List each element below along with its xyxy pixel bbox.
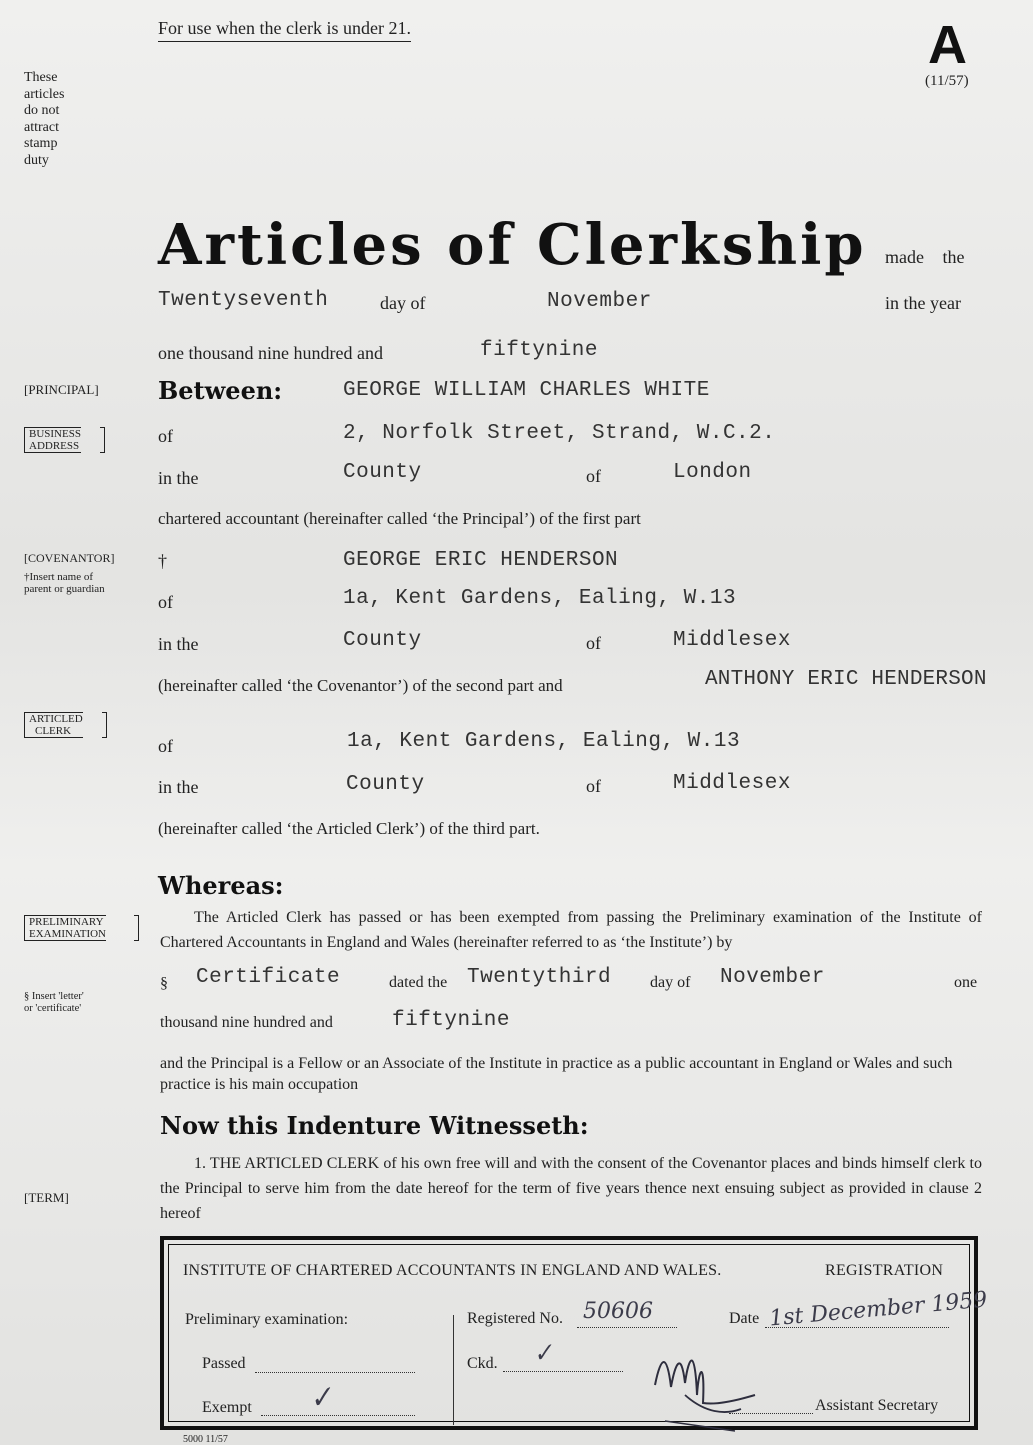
preliminary-exam-label: Preliminary examination: xyxy=(185,1311,349,1328)
whereas-paragraph: The Articled Clerk has passed or has been exempted from passing the Preliminary examination of the Institute of Chartered Accountants in England and Wales (hereinafter referred to as ‘the Institute’) by xyxy=(160,909,982,951)
principal-county-name: London xyxy=(673,461,752,484)
covenantor-of-label: of xyxy=(158,592,173,612)
article-year: fiftynine xyxy=(480,339,598,362)
ckd-label: Ckd. xyxy=(467,1355,498,1372)
article-day: Twentyseventh xyxy=(158,289,329,312)
article-month: November xyxy=(547,290,652,313)
day-of-label: day of xyxy=(380,293,426,313)
document-title: Articles of Clerkship xyxy=(158,212,867,278)
covenantor-role-text: (hereinafter called ‘the Covenantor’) of the second part and xyxy=(158,676,563,695)
clerk-county-name: Middlesex xyxy=(673,772,791,795)
principal-margin-label: [PRINCIPAL] xyxy=(24,382,99,397)
term-margin-label: [TERM] xyxy=(24,1190,69,1205)
box-divider xyxy=(453,1315,454,1425)
year-prefix: one thousand nine hundred and xyxy=(158,343,383,363)
passed-label: Passed xyxy=(202,1355,246,1372)
registration-heading: REGISTRATION xyxy=(825,1262,944,1279)
clerk-county-of-label: of xyxy=(586,776,601,796)
covenantor-in-the-label: in the xyxy=(158,634,199,654)
clerk-in-the-label: in the xyxy=(158,777,199,797)
witnesseth-heading: Now this Indenture Witnesseth: xyxy=(160,1111,589,1140)
print-code: 5000 11/57 xyxy=(183,1434,228,1445)
principal-name: GEORGE WILLIAM CHARLES WHITE xyxy=(343,379,710,402)
principal-fellow-paragraph: and the Principal is a Fellow or an Associate of the Institute in practice as a public accountant in England or Wales and such practice is his main occupation xyxy=(160,1055,953,1093)
exam-dated-month: November xyxy=(720,966,825,989)
principal-address: 2, Norfolk Street, Strand, W.C.2. xyxy=(343,422,776,445)
covenantor-address: 1a, Kent Gardens, Ealing, W.13 xyxy=(343,587,737,610)
clerk-of-label: of xyxy=(158,736,173,756)
ckd-line xyxy=(503,1371,623,1372)
articled-clerk-margin-label: ARTICLED CLERK xyxy=(24,712,83,738)
exam-year-prefix: thousand nine hundred and xyxy=(160,1014,333,1031)
form-letter: A xyxy=(928,15,967,75)
exempt-line xyxy=(261,1415,415,1416)
dated-the-label: dated the xyxy=(389,974,448,991)
principal-in-the-label: in the xyxy=(158,468,199,488)
stamp-duty-note: These articles do not attract stamp duty xyxy=(24,70,65,168)
insert-name-note: †Insert name of parent or guardian xyxy=(24,571,105,595)
registered-no-value: 50606 xyxy=(583,1299,653,1324)
principal-of-label: of xyxy=(158,426,173,446)
clerk-county-type: County xyxy=(346,773,425,796)
registration-date-value: 1st December 1959 xyxy=(768,1287,989,1332)
clerk-address: 1a, Kent Gardens, Ealing, W.13 xyxy=(347,730,741,753)
margin-bracket xyxy=(102,712,107,738)
institute-heading: INSTITUTE OF CHARTERED ACCOUNTANTS IN ENGLAND AND WALES. xyxy=(183,1262,722,1279)
registration-box xyxy=(160,1236,989,1430)
covenantor-county-name: Middlesex xyxy=(673,629,791,652)
principal-county-type: County xyxy=(343,461,422,484)
insert-letter-note: § Insert 'letter' or 'certificate' xyxy=(24,991,84,1014)
form-code: (11/57) xyxy=(925,73,969,89)
assistant-secretary-signature xyxy=(645,1325,765,1435)
preliminary-margin-label: PRELIMINARY EXAMINATION xyxy=(24,915,106,941)
date-label: Date xyxy=(729,1310,760,1327)
covenantor-county-of-label: of xyxy=(586,633,601,653)
business-address-margin-label: BUSINESS ADDRESS xyxy=(24,427,81,453)
registered-no-label: Registered No. xyxy=(467,1310,563,1327)
clause-one: 1. THE ARTICLED CLERK of his own free will and with the consent of the Covenantor places and binds himself clerk to the Principal to serve him from the date hereof for the term of five years thence next ensuing subject as provided in clause 2 hereof xyxy=(160,1155,982,1222)
exam-dated-year: fiftynine xyxy=(392,1009,510,1032)
exam-by-value: Certificate xyxy=(196,966,341,989)
assistant-secretary-line xyxy=(729,1413,813,1414)
exam-day-of-label: day of xyxy=(650,974,691,991)
assistant-secretary-label: Assistant Secretary xyxy=(815,1397,939,1414)
covenantor-name: GEORGE ERIC HENDERSON xyxy=(343,549,619,572)
margin-bracket xyxy=(100,427,105,453)
covenantor-margin-label: [COVENANTOR] xyxy=(24,551,115,565)
exam-dated-day: Twentythird xyxy=(467,966,612,989)
exempt-label: Exempt xyxy=(202,1399,252,1416)
whereas-heading: Whereas: xyxy=(158,871,284,900)
section-mark: § xyxy=(160,975,168,992)
principal-county-of-label: of xyxy=(586,466,601,486)
covenantor-county-type: County xyxy=(343,629,422,652)
registration-box-inner xyxy=(168,1244,989,1422)
usage-note: For use when the clerk is under 21. xyxy=(158,18,411,42)
one-label: one xyxy=(954,974,978,991)
exempt-tick: ✓ xyxy=(305,1378,336,1417)
passed-line xyxy=(255,1372,415,1373)
clerk-role-text: (hereinafter called ‘the Articled Clerk’) of the third part. xyxy=(158,819,540,838)
in-the-year-label: in the year xyxy=(885,293,961,313)
ckd-tick: ✓ xyxy=(530,1337,556,1369)
between-heading: Between: xyxy=(158,376,283,405)
margin-bracket xyxy=(134,915,139,941)
principal-role-text: chartered accountant (hereinafter called ‘the Principal’) of the first part xyxy=(158,509,641,528)
made-the-label: made the xyxy=(885,247,965,267)
articled-clerk-name: ANTHONY ERIC HENDERSON xyxy=(705,668,987,691)
dagger-mark: † xyxy=(158,551,167,571)
